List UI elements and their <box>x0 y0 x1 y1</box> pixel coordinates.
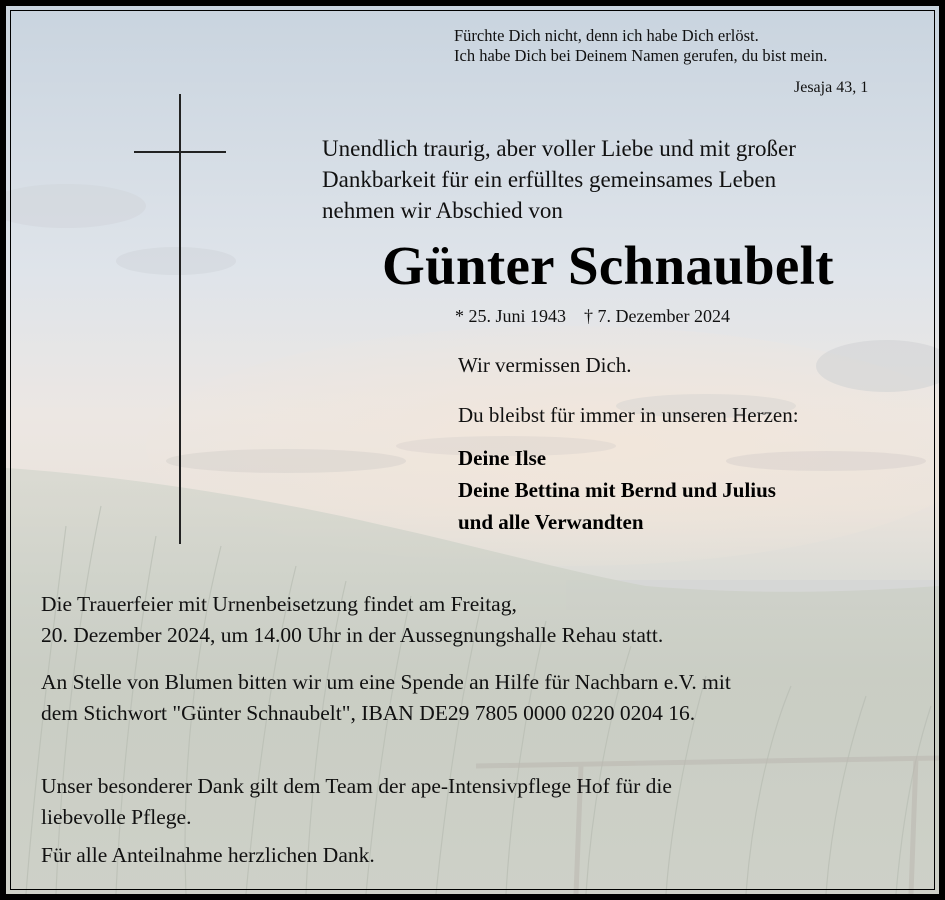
heart-message: Du bleibst für immer in unseren Herzen: <box>458 403 799 427</box>
mourner-name: und alle Verwandten <box>458 510 644 534</box>
thanks-line: Unser besonderer Dank gilt dem Team der ape-Intensivpflege Hof für die <box>41 774 672 798</box>
birth-date: * 25. Juni 1943 <box>455 306 567 326</box>
verse-line: Fürchte Dich nicht, denn ich habe Dich erlöst. <box>454 26 759 45</box>
thanks-text <box>41 771 672 833</box>
deceased-name: Günter Schnaubelt <box>382 235 834 296</box>
donation-line: dem Stichwort "Günter Schnaubelt", IBAN DE29 7805 0000 0220 0204 16. <box>41 701 696 725</box>
intro-line: Unendlich traurig, aber voller Liebe und mit großer <box>322 136 796 161</box>
mourner-name: Deine Bettina mit Bernd und Julius <box>458 478 776 502</box>
life-dates <box>455 306 730 327</box>
donation-line: An Stelle von Blumen bitten wir um eine Spende an Hilfe für Nachbarn e.V. mit <box>41 670 731 694</box>
intro-line: Dankbarkeit für ein erfülltes gemeinsames Leben <box>322 167 777 192</box>
intro-line: nehmen wir Abschied von <box>322 198 563 223</box>
verse-line: Ich habe Dich bei Deinem Namen gerufen, du bist mein. <box>454 46 828 65</box>
death-date: † 7. Dezember 2024 <box>584 306 730 326</box>
christian-cross-icon <box>134 94 226 544</box>
bible-verse <box>454 26 869 96</box>
intro-text <box>322 133 796 226</box>
thanks-line: liebevolle Pflege. <box>41 805 192 829</box>
service-info <box>41 589 663 651</box>
closing-thanks: Für alle Anteilnahme herzlichen Dank. <box>41 843 375 867</box>
mourners-list <box>458 442 776 538</box>
service-line: Die Trauerfeier mit Urnenbeisetzung findet am Freitag, <box>41 592 517 616</box>
mourner-name: Deine Ilse <box>458 446 547 470</box>
donation-info <box>41 667 731 729</box>
verse-reference: Jesaja 43, 1 <box>794 79 869 96</box>
service-line: 20. Dezember 2024, um 14.00 Uhr in der Aussegnungshalle Rehau statt. <box>41 623 664 647</box>
miss-message: Wir vermissen Dich. <box>458 353 632 377</box>
